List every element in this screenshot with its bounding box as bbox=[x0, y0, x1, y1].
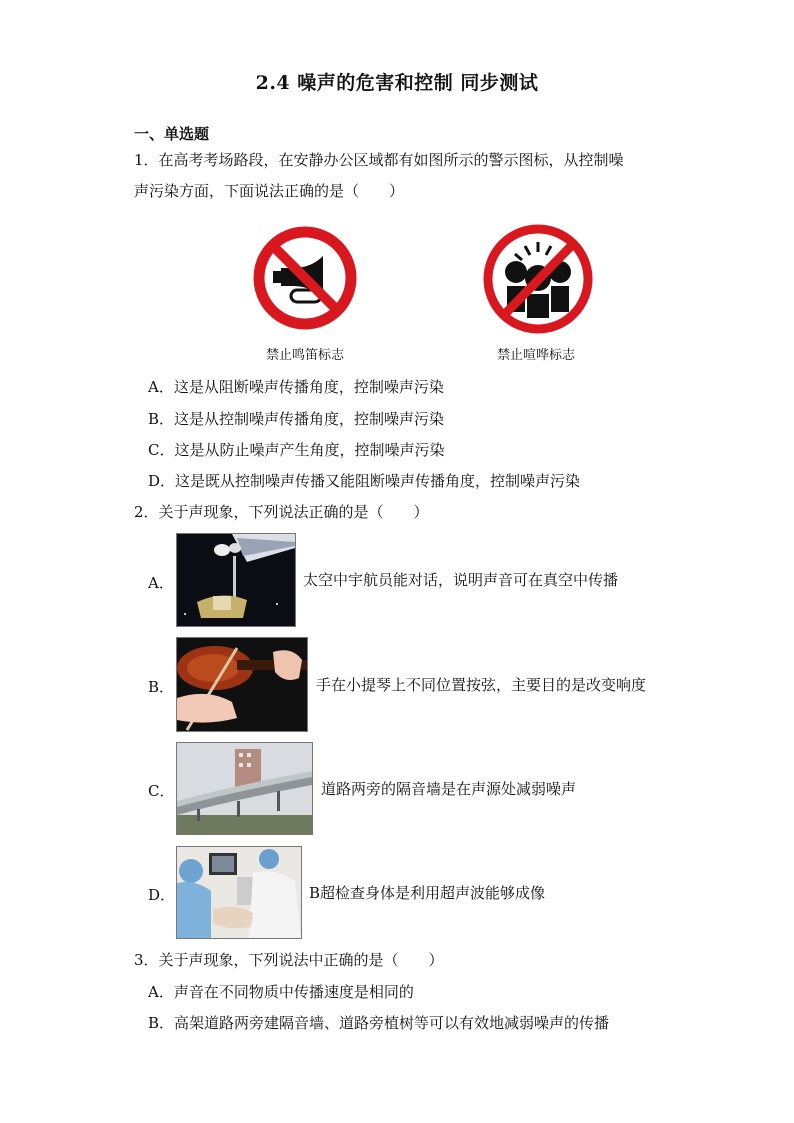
q1-option-d[interactable]: D．这是既从控制噪声传播又能阻断噪声传播角度，控制噪声污染 bbox=[148, 472, 581, 490]
q3-option-a[interactable]: A．声音在不同物质中传播速度是相同的 bbox=[148, 983, 414, 1001]
section-heading: 一、单选题 bbox=[134, 125, 210, 143]
q3-option-b[interactable]: B．高架道路两旁建隔音墙、道路旁植树等可以有效地减弱噪声的传播 bbox=[148, 1014, 610, 1032]
q2-option-c-text[interactable]: 道路两旁的隔音墙是在声源处减弱噪声 bbox=[321, 780, 577, 798]
q1-option-a[interactable]: A．这是从阻断噪声传播角度，控制噪声污染 bbox=[148, 378, 444, 396]
q3-stem: 3．关于声现象，下列说法中正确的是（ ） bbox=[134, 951, 444, 969]
q1-option-c[interactable]: C．这是从防止噪声产生角度，控制噪声污染 bbox=[148, 441, 445, 459]
q2-option-b-text[interactable]: 手在小提琴上不同位置按弦，主要目的是改变响度 bbox=[316, 676, 647, 694]
q2-option-d-letter[interactable]: D． bbox=[148, 886, 176, 904]
no-loud-noise-sign-icon bbox=[481, 222, 595, 336]
page-title: 2.4 噪声的危害和控制 同步测试 bbox=[255, 72, 539, 94]
sign1-caption: 禁止鸣笛标志 bbox=[265, 348, 344, 363]
q2-option-d-text[interactable]: B超检查身体是利用超声波能够成像 bbox=[309, 884, 546, 902]
q2-option-b-letter[interactable]: B． bbox=[148, 678, 175, 696]
q2-stem: 2．关于声现象，下列说法正确的是（ ） bbox=[134, 503, 429, 521]
q1-option-b[interactable]: B．这是从控制噪声传播角度，控制噪声污染 bbox=[148, 410, 445, 428]
ultrasound-photo bbox=[176, 846, 302, 939]
q2-option-a-letter[interactable]: A． bbox=[148, 574, 174, 592]
sound-barrier-photo bbox=[176, 742, 313, 835]
astronaut-photo bbox=[176, 533, 296, 627]
violin-photo bbox=[176, 637, 308, 732]
no-honking-sign-icon bbox=[251, 224, 359, 332]
q2-option-a-text[interactable]: 太空中宇航员能对话，说明声音可在真空中传播 bbox=[303, 571, 619, 589]
q1-stem-line1: 1．在高考考场路段，在安静办公区域都有如图所示的警示图标，从控制噪 bbox=[134, 151, 624, 169]
q1-stem-line2: 声污染方面，下面说法正确的是（ ） bbox=[134, 182, 405, 200]
q2-option-c-letter[interactable]: C． bbox=[148, 782, 175, 800]
sign2-caption: 禁止喧哗标志 bbox=[496, 348, 575, 363]
